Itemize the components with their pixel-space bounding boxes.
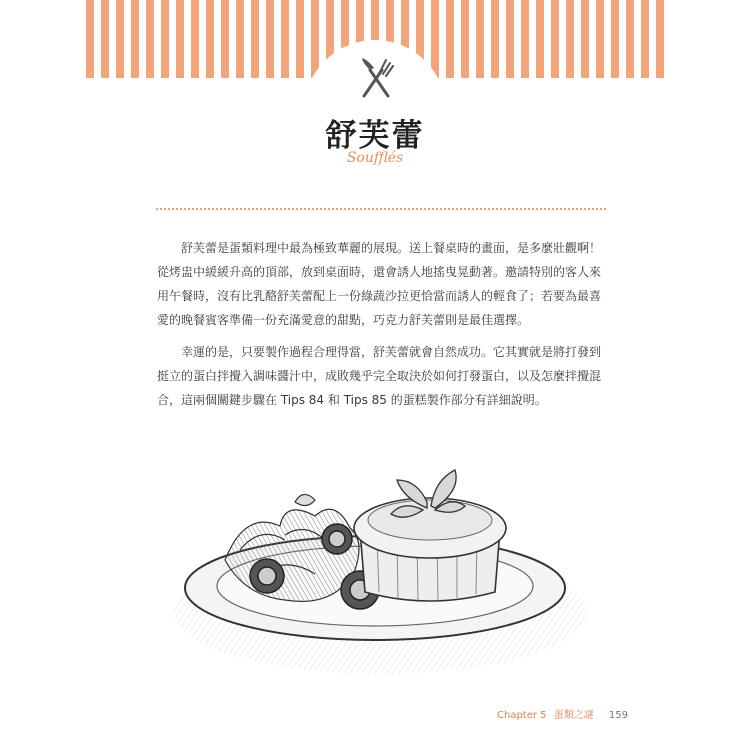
paragraph: 舒芙蕾是蛋類料理中最為極致華麗的展現。送上餐桌時的畫面，是多麼壯觀啊！從烤盅中緩緩升高的頂部，放到桌面時，還會誘人地搖曳晃動著。邀請特別的客人來用午餐時，沒有比乳酪舒芙蕾配上一份綠蔬沙拉更恰當而誘人的輕食了；若要為最喜愛的晚餐賓客準備一份充滿愛意的甜點，巧克力舒芙蕾則是最佳選擇。 bbox=[157, 241, 602, 327]
page-footer bbox=[497, 706, 628, 721]
page-title: 舒芙蕾 bbox=[325, 118, 425, 154]
dotted-divider bbox=[156, 208, 606, 210]
footer-chapter: Chapter 5 bbox=[497, 710, 547, 721]
fork-knife-icon bbox=[356, 56, 396, 100]
page-number: 159 bbox=[608, 710, 628, 721]
paragraph: 幸運的是，只要製作過程合理得當，舒芙蕾就會自然成功。它其實就是將打發到挺立的蛋白拌攪入調味醬汁中，成敗幾乎完全取決於如何打發蛋白，以及怎麼拌攪混合，這兩個關鍵步驟在 Tips 84 和 Tips 85 的蛋糕製作部分有詳細說明。 bbox=[157, 345, 602, 407]
body-text bbox=[157, 236, 607, 420]
footer-section: 蛋類之謎 bbox=[553, 710, 594, 721]
souffle-plate-illustration bbox=[165, 440, 595, 685]
page-subtitle: Soufflés bbox=[346, 150, 404, 166]
